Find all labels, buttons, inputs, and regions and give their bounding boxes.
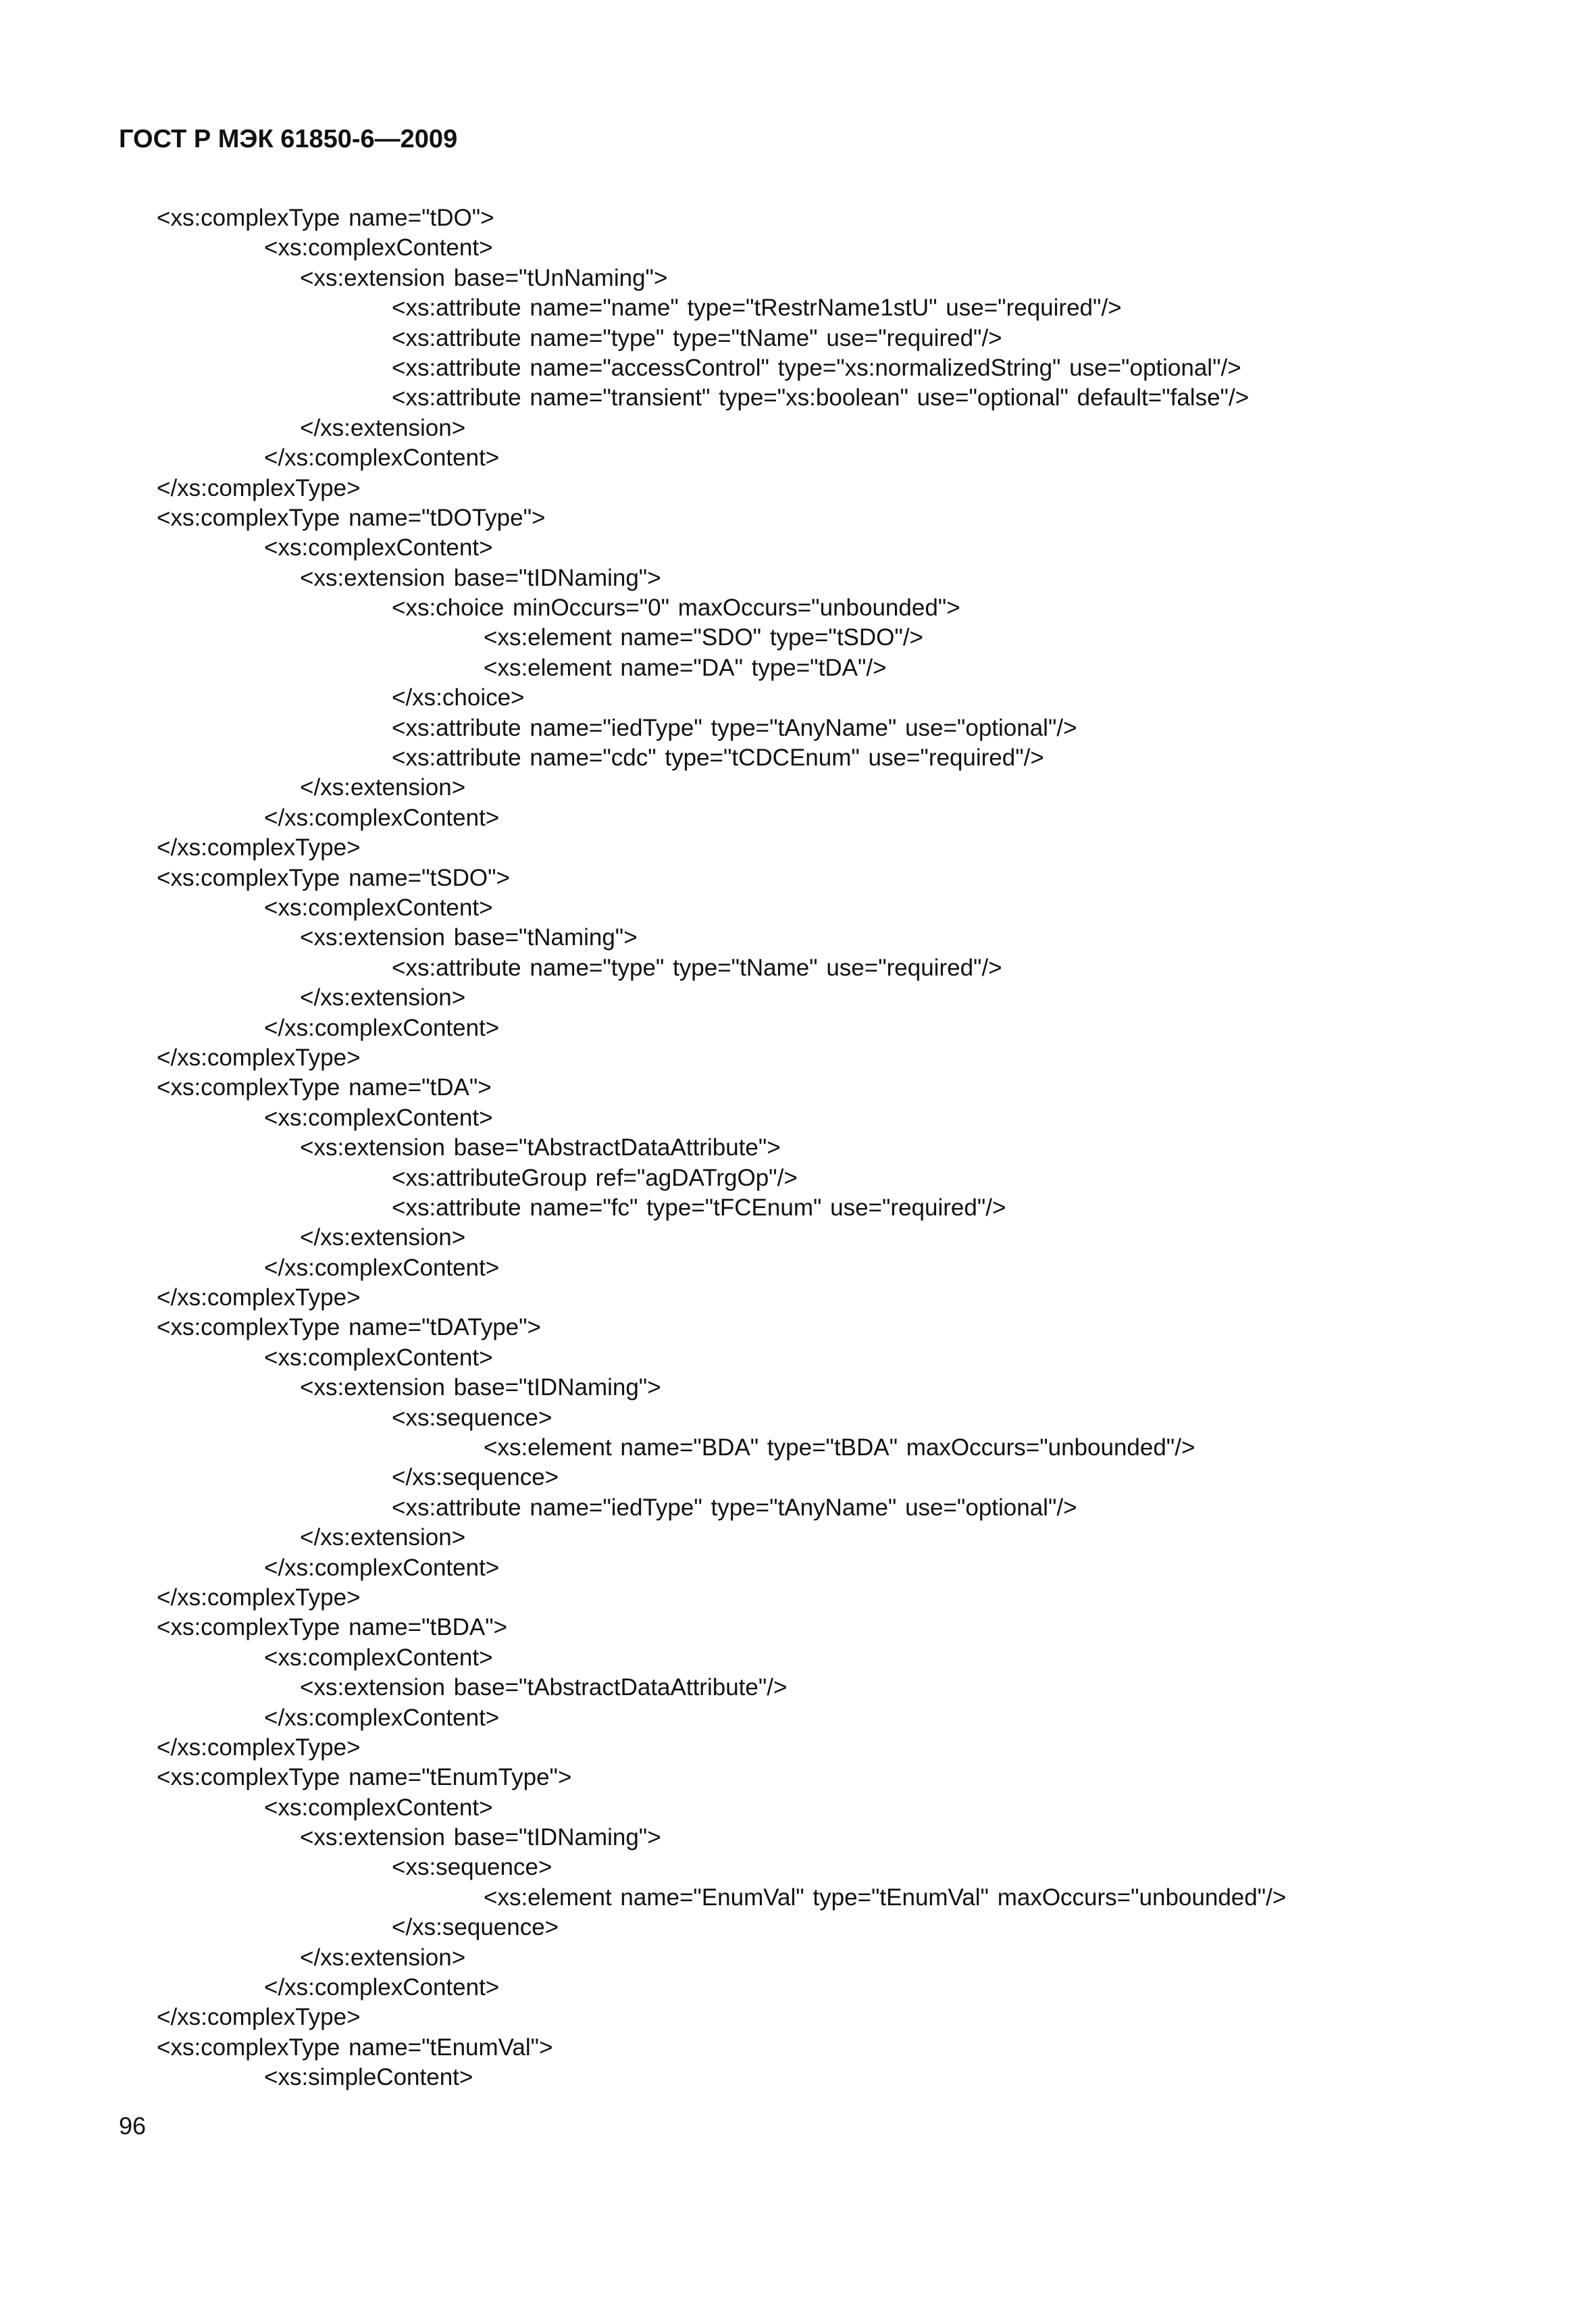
code-line (0, 833, 1596, 863)
code-line-text: </xs:complexContent> (264, 1014, 500, 1041)
code-line-text: </xs:complexContent> (264, 804, 500, 831)
code-line-text: <xs:complexContent> (264, 1794, 493, 1821)
code-line-text: <xs:complexContent> (264, 1644, 493, 1671)
code-line-text: <xs:extension base="tUnNaming"> (300, 264, 668, 291)
code-line-text: <xs:extension base="tIDNaming"> (300, 1374, 661, 1401)
code-line-text: </xs:complexType> (157, 1734, 361, 1761)
code-line-text: <xs:complexType name="tDA"> (157, 1074, 492, 1101)
code-line-text: </xs:complexContent> (264, 1974, 500, 2001)
code-line-text: <xs:complexType name="tEnumType"> (157, 1764, 572, 1791)
code-line (0, 474, 1596, 503)
code-line (0, 1913, 1596, 1942)
code-line (0, 413, 1596, 443)
code-line (0, 1223, 1596, 1253)
xml-schema-listing (0, 203, 1596, 2093)
code-line-text: </xs:choice> (392, 684, 525, 711)
code-line (0, 1403, 1596, 1433)
code-line-text: <xs:complexContent> (264, 534, 493, 561)
code-line-text: <xs:extension base="tIDNaming"> (300, 1824, 661, 1851)
code-line (0, 593, 1596, 623)
code-line (0, 923, 1596, 953)
code-line-text: </xs:extension> (300, 774, 466, 801)
code-line-text: <xs:sequence> (392, 1404, 552, 1431)
code-line (0, 563, 1596, 593)
code-line (0, 1133, 1596, 1163)
code-line (0, 893, 1596, 923)
code-line-text: </xs:extension> (300, 984, 466, 1011)
code-line (0, 263, 1596, 293)
code-line-text: <xs:attribute name="type" type="tName" use="required"/> (392, 324, 1002, 351)
code-line (0, 1823, 1596, 1853)
code-line (0, 953, 1596, 983)
code-line (0, 1643, 1596, 1673)
page-header: ГОСТ Р МЭК 61850-6—2009 (119, 125, 458, 153)
code-line-text: <xs:attribute name="accessControl" type="xs:normalizedString" use="optional"/> (392, 354, 1241, 381)
code-line (0, 324, 1596, 353)
code-line (0, 2033, 1596, 2063)
code-line (0, 1013, 1596, 1043)
code-line-text: </xs:complexType> (157, 2004, 361, 2031)
code-line-text: <xs:simpleContent> (264, 2064, 473, 2091)
code-line-text: <xs:element name="DA" type="tDA"/> (484, 654, 887, 681)
code-line-text: </xs:sequence> (392, 1914, 559, 1941)
code-line (0, 1163, 1596, 1193)
code-line-text: <xs:extension base="tAbstractDataAttribute"/> (300, 1674, 788, 1701)
code-line (0, 1943, 1596, 1973)
code-line (0, 383, 1596, 413)
code-line (0, 443, 1596, 473)
code-line-text: </xs:complexContent> (264, 1554, 500, 1581)
code-line (0, 1073, 1596, 1103)
code-line (0, 1433, 1596, 1463)
code-line (0, 233, 1596, 263)
code-line-text: <xs:attribute name="transient" type="xs:boolean" use="optional" default="false"/> (392, 384, 1250, 411)
code-line-text: <xs:attribute name="iedType" type="tAnyName" use="optional"/> (392, 1494, 1077, 1521)
code-line-text: <xs:complexType name="tEnumVal"> (157, 2034, 553, 2061)
code-line-text: <xs:attribute name="iedType" type="tAnyName" use="optional"/> (392, 714, 1077, 741)
code-line (0, 533, 1596, 563)
code-line (0, 1853, 1596, 1882)
code-line-text: <xs:complexContent> (264, 234, 493, 261)
code-line (0, 1193, 1596, 1223)
code-line-text: <xs:element name="BDA" type="tBDA" maxOccurs="unbounded"/> (484, 1434, 1195, 1461)
code-line-text: <xs:extension base="tAbstractDataAttribute"> (300, 1134, 781, 1161)
code-line (0, 1343, 1596, 1373)
code-line-text: <xs:attributeGroup ref="agDATrgOp"/> (392, 1164, 798, 1191)
code-line-text: <xs:choice minOccurs="0" maxOccurs="unbounded"> (392, 595, 960, 622)
code-line (0, 2063, 1596, 2092)
code-line (0, 1613, 1596, 1642)
code-line (0, 1733, 1596, 1763)
code-line (0, 653, 1596, 683)
code-line (0, 1703, 1596, 1733)
code-line (0, 1313, 1596, 1342)
code-line-text: </xs:complexContent> (264, 1254, 500, 1281)
code-line (0, 203, 1596, 233)
code-line-text: <xs:element name="SDO" type="tSDO"/> (484, 624, 923, 651)
code-line-text: <xs:complexContent> (264, 894, 493, 921)
code-line (0, 773, 1596, 803)
code-line (0, 1763, 1596, 1792)
code-line (0, 1583, 1596, 1613)
code-line-text: </xs:extension> (300, 1524, 466, 1551)
code-line (0, 863, 1596, 893)
code-line (0, 623, 1596, 653)
code-line (0, 1673, 1596, 1703)
code-line-text: </xs:complexType> (157, 1584, 361, 1611)
code-line (0, 983, 1596, 1013)
code-line-text: <xs:attribute name="name" type="tRestrName1stU" use="required"/> (392, 295, 1122, 322)
code-line (0, 1883, 1596, 1913)
code-line (0, 293, 1596, 323)
code-line-text: <xs:attribute name="cdc" type="tCDCEnum" use="required"/> (392, 745, 1044, 772)
code-line-text: <xs:complexContent> (264, 1104, 493, 1131)
code-line-text: <xs:sequence> (392, 1854, 552, 1881)
code-line-text: <xs:extension base="tIDNaming"> (300, 564, 661, 591)
code-line-text: <xs:complexType name="tBDA"> (157, 1614, 508, 1641)
code-line (0, 1523, 1596, 1553)
code-line-text: </xs:complexType> (157, 1044, 361, 1071)
code-line (0, 1253, 1596, 1283)
code-line (0, 1973, 1596, 2003)
code-line-text: <xs:complexType name="tDAType"> (157, 1314, 541, 1341)
code-line (0, 683, 1596, 713)
code-line-text: <xs:attribute name="type" type="tName" use="required"/> (392, 954, 1002, 981)
code-line (0, 743, 1596, 773)
code-line (0, 1283, 1596, 1313)
code-line-text: <xs:complexContent> (264, 1344, 493, 1371)
code-line-text: <xs:attribute name="fc" type="tFCEnum" use="required"/> (392, 1194, 1006, 1221)
code-line-text: </xs:extension> (300, 1224, 466, 1251)
code-line-text: </xs:complexType> (157, 474, 361, 501)
code-line-text: </xs:complexType> (157, 834, 361, 861)
code-line (0, 713, 1596, 743)
code-line (0, 1493, 1596, 1523)
code-line-text: </xs:sequence> (392, 1464, 559, 1491)
code-line-text: </xs:complexContent> (264, 445, 500, 472)
code-line (0, 1463, 1596, 1492)
code-line (0, 353, 1596, 383)
code-line-text: <xs:complexType name="tSDO"> (157, 864, 510, 891)
code-line-text: </xs:extension> (300, 1944, 466, 1971)
code-line (0, 1043, 1596, 1073)
code-line-text: <xs:complexType name="tDOType"> (157, 504, 546, 531)
code-line-text: <xs:extension base="tNaming"> (300, 924, 638, 951)
page-number: 96 (119, 2112, 147, 2140)
code-line-text: <xs:complexType name="tDO"> (157, 205, 494, 231)
code-line-text: </xs:extension> (300, 414, 466, 441)
code-line (0, 1793, 1596, 1823)
code-line (0, 1553, 1596, 1583)
code-line (0, 2003, 1596, 2032)
code-line (0, 503, 1596, 533)
code-line (0, 1373, 1596, 1403)
code-line (0, 803, 1596, 833)
code-line-text: <xs:element name="EnumVal" type="tEnumVal" maxOccurs="unbounded"/> (484, 1884, 1287, 1911)
code-line-text: </xs:complexType> (157, 1284, 361, 1311)
code-line-text: </xs:complexContent> (264, 1704, 500, 1731)
code-line (0, 1103, 1596, 1133)
